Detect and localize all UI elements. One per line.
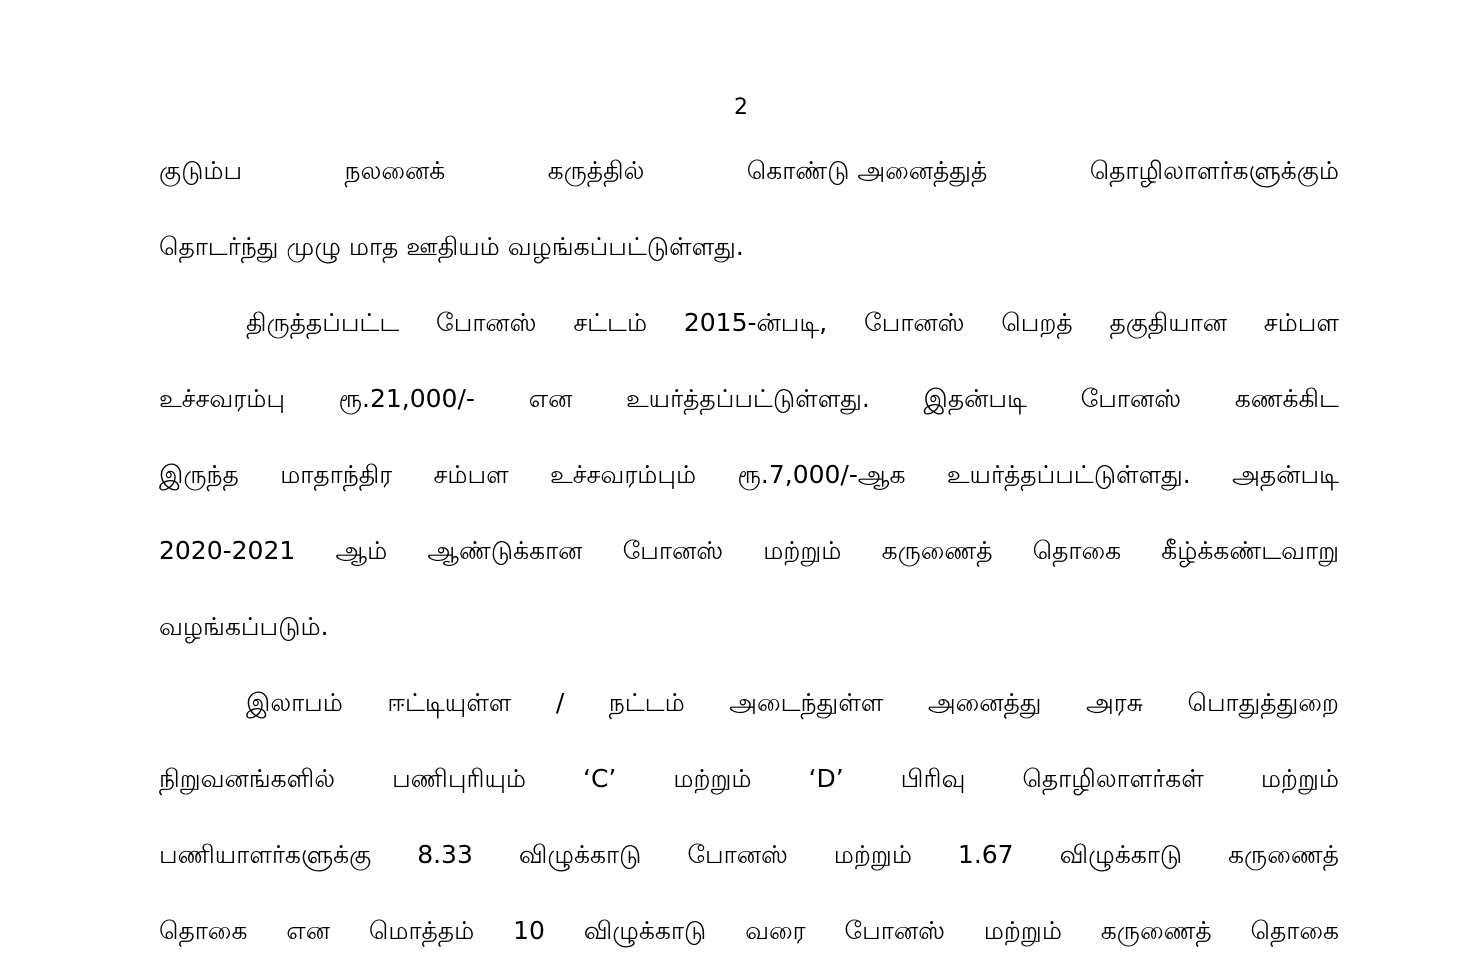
- word: சம்பள: [433, 460, 509, 489]
- word: அடைந்துள்ள: [729, 688, 884, 717]
- word: ஈட்டியுள்ள: [387, 688, 512, 717]
- word: நிறுவனங்களில்: [159, 764, 336, 793]
- word: உச்சவரம்பும்: [550, 460, 697, 489]
- text-line-6: [159, 531, 1339, 571]
- text-line-9: [159, 759, 1339, 799]
- word: ‘D’: [808, 764, 844, 793]
- word: தொகை: [1250, 916, 1339, 945]
- word: தொகை: [1032, 536, 1122, 565]
- text-line-3: [246, 303, 1339, 343]
- word: உயர்த்தப்பட்டுள்ளது.: [946, 460, 1191, 489]
- word: போனஸ்: [622, 536, 724, 565]
- text-line-11: [159, 911, 1339, 951]
- word: /: [555, 688, 565, 717]
- word: போனஸ்: [863, 308, 965, 337]
- word: போனஸ்: [1080, 384, 1182, 413]
- word: பிரிவு: [900, 764, 966, 793]
- word: அதன்படி: [1232, 460, 1339, 489]
- word: இதன்படி: [923, 384, 1027, 413]
- word: என: [286, 916, 331, 945]
- text-line-10: [159, 835, 1339, 875]
- word: போனஸ்: [844, 916, 945, 945]
- word: சட்டம்: [573, 308, 648, 337]
- text-line-8: [246, 683, 1339, 723]
- word: ரூ.21,000/-: [338, 384, 475, 413]
- word: விழுக்காடு: [518, 840, 642, 869]
- word: பணிபுரியும்: [392, 764, 526, 793]
- word: மற்றும்: [983, 916, 1062, 945]
- word: 2020-2021: [159, 536, 296, 565]
- word: ரூ.7,000/-ஆக: [737, 460, 906, 489]
- word: நலனைக்: [344, 156, 446, 185]
- word: தகுதியான: [1109, 308, 1228, 337]
- word: ‘C’: [583, 764, 617, 793]
- text-line-1: [159, 151, 1339, 191]
- word: பணியாளர்களுக்கு: [159, 840, 372, 869]
- word: தொழிலாளர்கள்: [1022, 764, 1204, 793]
- word: போனஸ்: [436, 308, 537, 337]
- word: திருத்தப்பட்ட: [246, 308, 400, 337]
- word: 2015-ன்படி,: [683, 308, 828, 337]
- word: 8.33: [417, 840, 473, 869]
- word: மற்றும்: [1260, 764, 1339, 793]
- word: தொகை: [159, 916, 248, 945]
- text-line-2: தொடர்ந்து முழு மாத ஊதியம் வழங்கப்பட்டுள்ளது.: [159, 232, 744, 261]
- word: மற்றும்: [763, 536, 842, 565]
- word: கருணைத்: [881, 536, 993, 565]
- word: அரசு: [1085, 688, 1143, 717]
- word: பொதுத்துறை: [1187, 688, 1339, 717]
- word: விழுக்காடு: [583, 916, 707, 945]
- word: உயர்த்தப்பட்டுள்ளது.: [625, 384, 870, 413]
- word: கருணைத்: [1100, 916, 1212, 945]
- word: குடும்ப: [159, 156, 243, 185]
- word: தொழிலாளர்களுக்கும்: [1089, 156, 1339, 185]
- word: கணக்கிட: [1234, 384, 1339, 413]
- word: உச்சவரம்பு: [159, 384, 285, 413]
- word: சம்பள: [1263, 308, 1339, 337]
- word: மாதாந்திர: [280, 460, 393, 489]
- word: ஆம்: [335, 536, 388, 565]
- word: இலாபம்: [246, 688, 343, 717]
- word: மற்றும்: [673, 764, 752, 793]
- word: பெறத்: [1001, 308, 1073, 337]
- word: மற்றும்: [833, 840, 912, 869]
- word: அனைத்து: [927, 688, 1042, 717]
- word: கீழ்க்கண்டவாறு: [1161, 536, 1339, 565]
- word: மொத்தம்: [368, 916, 475, 945]
- page-number: 2: [734, 95, 748, 120]
- word: 10: [513, 916, 545, 945]
- word: போனஸ்: [687, 840, 788, 869]
- word: கருணைத்: [1228, 840, 1339, 869]
- text-line-4: [159, 379, 1339, 419]
- word: இருந்த: [159, 460, 239, 489]
- word: கருத்தில்: [547, 156, 645, 185]
- word: 1.67: [957, 840, 1014, 869]
- text-line-5: [159, 455, 1339, 495]
- word: ஆண்டுக்கான: [427, 536, 583, 565]
- word: என: [528, 384, 573, 413]
- text-line-7: வழங்கப்படும்.: [159, 612, 329, 641]
- word: வரை: [745, 916, 806, 945]
- word: விழுக்காடு: [1059, 840, 1183, 869]
- word: கொண்டு அனைத்துத்: [746, 156, 988, 185]
- word: நட்டம்: [608, 688, 685, 717]
